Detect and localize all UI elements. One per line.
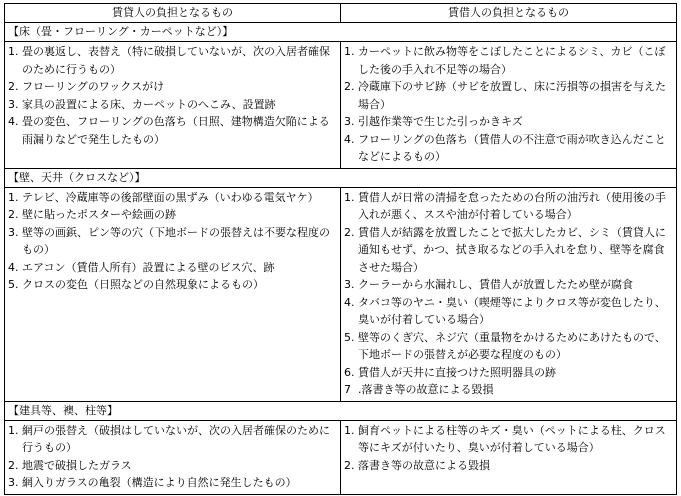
list-item — [8, 43, 337, 78]
burden-table — [4, 3, 677, 495]
lessor-cell — [5, 187, 341, 401]
item-text: フローリングの色落ち（賃借人の不注意で雨が吹き込んだことなどによるもの） — [358, 132, 666, 163]
item-number: 4. — [344, 295, 355, 309]
list-item — [344, 78, 673, 113]
section-row — [5, 401, 677, 420]
item-number: 3. — [8, 225, 19, 239]
item-number: 3. — [344, 115, 355, 128]
table-body — [5, 23, 677, 495]
lessor-list — [8, 188, 337, 296]
item-number: 5. — [8, 278, 19, 291]
section-content-row — [5, 420, 677, 494]
item-text: 地震で破損したガラス — [22, 458, 132, 472]
item-text: .落書き等の故意による毀損 — [358, 383, 494, 396]
list-item — [8, 276, 337, 294]
lessee-cell — [341, 187, 677, 401]
lessor-cell — [5, 42, 341, 169]
item-number: 1. — [8, 45, 19, 58]
list-item — [344, 276, 673, 294]
item-number: 4. — [8, 115, 19, 128]
item-text: 家具の設置による床、カーペットのへこみ、設置跡 — [22, 97, 276, 111]
item-text: クロスの変色（日照などの自然現象によるもの） — [22, 278, 264, 291]
lessee-cell — [341, 420, 677, 494]
section-row — [5, 23, 677, 42]
item-number: 5. — [344, 330, 355, 344]
item-number: 2. — [8, 458, 19, 472]
item-number: 1. — [344, 45, 355, 58]
item-number: 2. — [8, 208, 19, 221]
list-item — [344, 381, 673, 399]
item-text: 網戸の張替え（破損はしていないが、次の入居者確保のために行うもの） — [22, 423, 330, 454]
item-text: 賃借人が日常の清掃を怠ったための台所の油汚れ（使用後の手入れが悪く、ススや油が付着している場合） — [358, 190, 666, 221]
lessor-list — [8, 42, 337, 150]
lessee-cell — [341, 42, 677, 169]
item-text: 飼育ペットによる柱等のキズ・臭い（ペットによる柱、クロス等にキズが付いたり、臭いが付着している場合） — [358, 423, 666, 454]
item-text: テレビ、冷蔵庫等の後部壁面の黒ずみ（いわゆる電気ヤケ） — [22, 190, 319, 204]
item-number: 2. — [344, 225, 355, 239]
section-content-row — [5, 42, 677, 169]
list-item — [344, 189, 673, 224]
lessee-list — [344, 421, 673, 477]
item-number: 2. — [344, 80, 355, 93]
item-number: 1. — [344, 423, 355, 437]
item-text: 網入りガラスの亀裂（構造により自然に発生したもの） — [22, 476, 297, 489]
item-text: 落書き等の故意による毀損 — [358, 458, 490, 472]
item-number: 4. — [8, 260, 19, 274]
item-text: 壁に貼ったポスターや絵画の跡 — [22, 208, 176, 221]
item-number: 1. — [344, 190, 355, 204]
list-item — [344, 294, 673, 329]
section-row — [5, 168, 677, 187]
lessee-list — [344, 188, 673, 401]
item-number: 4. — [344, 132, 355, 146]
section-title: 【床（畳・フローリング・カーペットなど）】 — [5, 23, 677, 42]
list-item — [8, 113, 337, 148]
item-text: 畳の変色、フローリングの色落ち（日照、建物構造欠陥による雨漏りなどで発生したもの） — [22, 115, 330, 146]
item-number: 3. — [344, 278, 355, 291]
item-number: 7 — [344, 383, 351, 396]
item-text: 壁等の画鋲、ピン等の穴（下地ボードの張替えは不要な程度のもの） — [22, 225, 330, 256]
header-lessee: 賃借人の負担となるもの — [341, 4, 677, 23]
item-text: 賃借人が天井に直接つけた照明器具の跡 — [358, 365, 556, 379]
item-number: 2. — [8, 80, 19, 93]
item-number: 2. — [344, 458, 355, 472]
list-item — [344, 457, 673, 475]
header-lessor: 賃貸人の負担となるもの — [5, 4, 341, 23]
item-text: エアコン（賃借人所有）設置による壁のビス穴、跡 — [22, 260, 275, 274]
lessor-list — [8, 421, 337, 494]
section-title: 【建具等、襖、柱等】 — [5, 401, 677, 420]
item-text: 壁等のくぎ穴、ネジ穴（重量物をかけるためにあけたもので、下地ボードの張替えが必要な程度のもの） — [358, 330, 666, 361]
item-number: 3. — [8, 476, 19, 489]
item-number: 1. — [8, 190, 19, 204]
item-text: カーペットに飲み物等をこぼしたことによるシミ、カビ（こぼした後の手入れ不足等の場合） — [358, 45, 666, 76]
list-item — [344, 113, 673, 131]
list-item — [344, 43, 673, 78]
item-number: 1. — [8, 423, 19, 437]
list-item — [8, 457, 337, 475]
list-item — [8, 474, 337, 492]
item-text: 冷蔵庫下のサビ跡（サビを放置し、床に汚損等の損害を与えた場合） — [358, 80, 666, 111]
list-item — [344, 224, 673, 277]
list-item — [8, 259, 337, 277]
section-title: 【壁、天井（クロスなど）】 — [5, 168, 677, 187]
item-text: 畳の裏返し、表替え（特に破損していないが、次の入居者確保のために行うもの） — [22, 45, 330, 76]
item-text: 賃借人が結露を放置したことで拡大したカビ、シミ（賃貸人に通知もせず、かつ、拭き取るなどの手入れを怠り、壁等を腐食させた場合） — [358, 225, 666, 274]
item-number: 6. — [344, 365, 355, 379]
list-item — [8, 422, 337, 457]
list-item — [8, 224, 337, 259]
list-item — [8, 189, 337, 207]
list-item — [344, 422, 673, 457]
lessee-list — [344, 42, 673, 168]
list-item — [8, 78, 337, 96]
item-text: クーラーから水漏れし、賃借人が放置したため壁が腐食 — [358, 278, 633, 291]
list-item — [344, 329, 673, 364]
item-text: タバコ等のヤニ・臭い（喫煙等によりクロス等が変色したり、臭いが付着している場合） — [358, 295, 666, 326]
item-text: 引越作業等で生じた引っかきキズ — [358, 115, 523, 128]
header-row — [5, 4, 677, 23]
list-item — [344, 364, 673, 382]
item-text: フローリングのワックスがけ — [22, 80, 165, 93]
list-item — [8, 96, 337, 114]
section-content-row — [5, 187, 677, 401]
list-item — [8, 206, 337, 224]
list-item — [344, 131, 673, 166]
lessor-cell — [5, 420, 341, 494]
item-number: 3. — [8, 97, 19, 111]
